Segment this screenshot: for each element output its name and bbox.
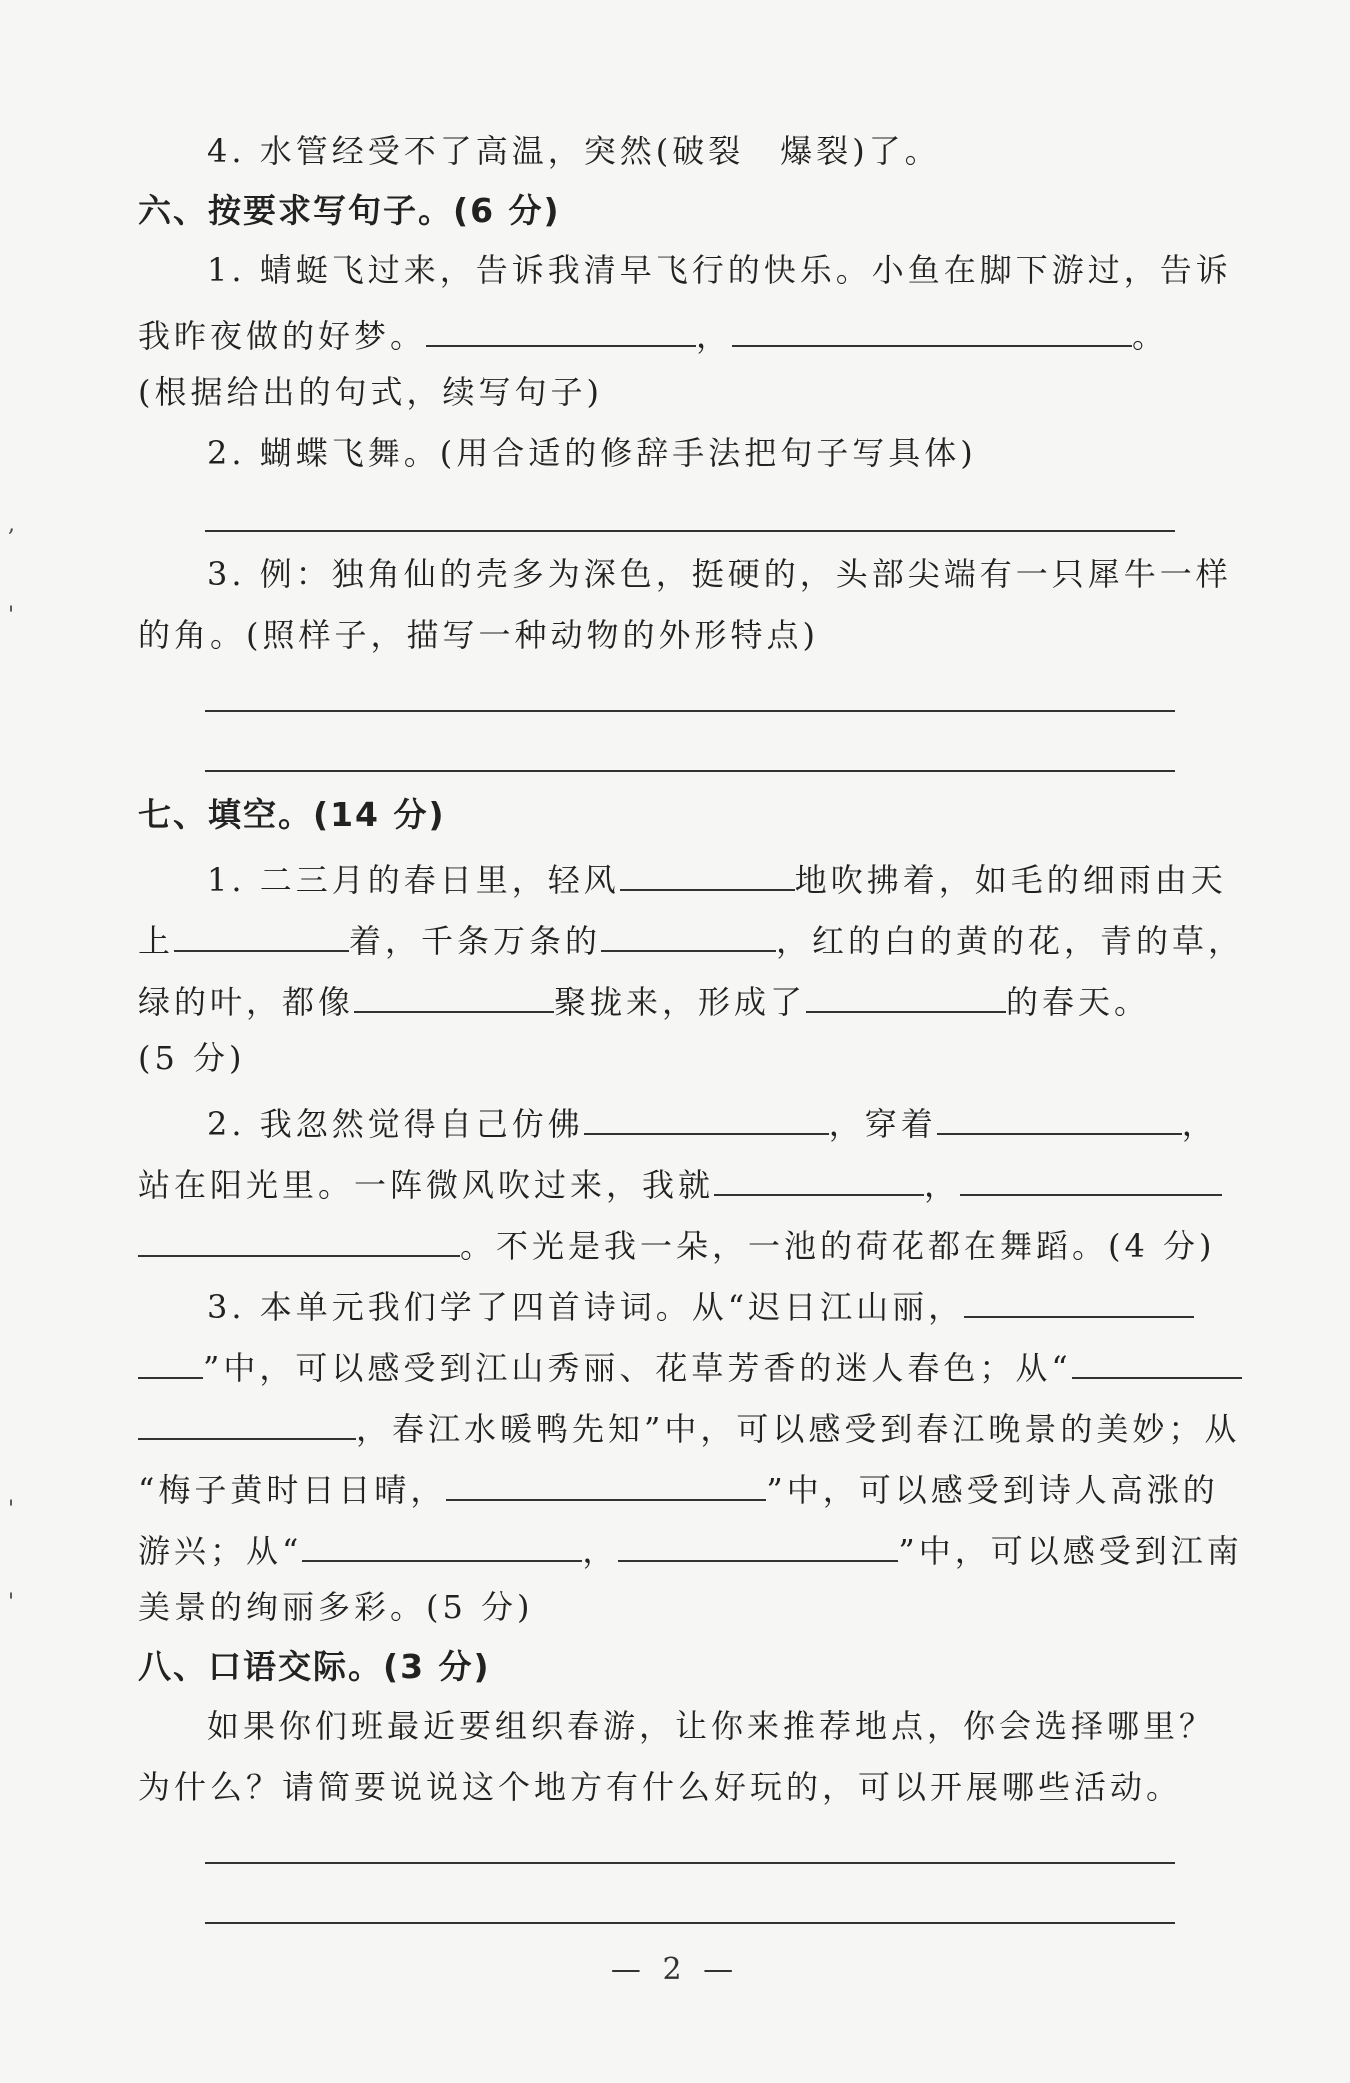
answer-blank[interactable]	[960, 1164, 1222, 1196]
scan-mark: '	[8, 1497, 15, 1522]
answer-blank[interactable]	[446, 1469, 766, 1501]
answer-blank[interactable]	[806, 981, 1006, 1013]
text: ”中，可以感受到江山秀丽、花草芳香的迷人春色；从“	[203, 1349, 1072, 1387]
text: 3. 本单元我们学了四首诗词。从“迟日江山丽，	[207, 1288, 965, 1326]
text: 。不光是我一朵，一池的荷花都在舞蹈。(4 分)	[460, 1227, 1216, 1265]
scan-mark: ,	[8, 512, 15, 537]
section-6-title: 六、按要求写句子。(6 分)	[138, 191, 561, 230]
text: “梅子黄时日日晴，	[138, 1471, 447, 1509]
q7-item-3-line-5	[138, 1530, 1243, 1570]
text: ，	[582, 1532, 619, 1570]
q7-item-3-line-2	[138, 1347, 1242, 1387]
page-number: — 2 —	[610, 1952, 740, 1987]
q7-item-1-score: (5 分)	[138, 1039, 246, 1077]
text: 聚拢来，形成了	[554, 983, 807, 1021]
text: 站在阳光里。一阵微风吹过来，我就	[138, 1166, 715, 1204]
text: 绿的叶，都像	[138, 983, 355, 1021]
answer-blank[interactable]	[618, 1530, 898, 1562]
text: ”中，可以感受到诗人高涨的	[766, 1471, 1219, 1509]
q7-item-3-line-6: 美景的绚丽多彩。(5 分)	[138, 1588, 534, 1626]
q7-item-3-line-4	[138, 1469, 1219, 1509]
scan-mark: '	[8, 603, 15, 628]
q8-prompt-line-1: 如果你们班最近要组织春游，让你来推荐地点，你会选择哪里？	[207, 1707, 1216, 1745]
q7-item-2-line-1	[207, 1103, 1218, 1143]
q6-item-1-text: 我昨夜做的好梦。	[138, 317, 427, 355]
scan-mark: '	[8, 1590, 15, 1615]
answer-blank[interactable]	[426, 315, 696, 347]
q7-item-3-line-1	[207, 1286, 1194, 1326]
text: 2. 我忽然觉得自己仿佛	[207, 1105, 584, 1143]
answer-line[interactable]	[205, 710, 1175, 712]
text: 上	[138, 922, 175, 960]
answer-blank[interactable]	[937, 1103, 1182, 1135]
q7-item-1-line-2	[138, 920, 1245, 960]
answer-blank[interactable]	[138, 1408, 356, 1440]
text: 着，千条万条的	[349, 922, 602, 960]
answer-line[interactable]	[205, 1922, 1175, 1924]
q7-item-3-line-3	[138, 1408, 1241, 1448]
answer-blank[interactable]	[964, 1286, 1194, 1318]
q6-item-3-line-2: 的角。(照样子，描写一种动物的外形特点)	[138, 616, 819, 654]
text: 1. 二三月的春日里，轻风	[207, 861, 620, 899]
q6-item-1-line-2	[138, 315, 1169, 355]
answer-blank[interactable]	[584, 1103, 829, 1135]
answer-blank[interactable]	[138, 1347, 203, 1379]
q8-prompt-line-2: 为什么？请简要说说这个地方有什么好玩的，可以开展哪些活动。	[138, 1768, 1183, 1806]
text: ，	[924, 1166, 961, 1204]
text: 的春天。	[1006, 983, 1151, 1021]
text: ，穿着	[828, 1105, 937, 1143]
period: 。	[1132, 317, 1169, 355]
comma: ，	[696, 317, 733, 355]
answer-blank[interactable]	[714, 1164, 924, 1196]
q6-item-3-line-1: 3. 例：独角仙的壳多为深色，挺硬的，头部尖端有一只犀牛一样	[207, 555, 1232, 593]
q7-item-1-line-3	[138, 981, 1151, 1021]
answer-blank[interactable]	[138, 1225, 460, 1257]
answer-line[interactable]	[205, 530, 1175, 532]
q6-item-1-line-1: 1. 蜻蜓飞过来，告诉我清早飞行的快乐。小鱼在脚下游过，告诉	[207, 251, 1232, 289]
section-8-title: 八、口语交际。(3 分)	[138, 1647, 491, 1686]
answer-blank[interactable]	[302, 1530, 582, 1562]
q7-item-2-line-2	[138, 1164, 1222, 1204]
text: 游兴；从“	[138, 1532, 303, 1570]
text: 地吹拂着，如毛的细雨由天	[794, 861, 1227, 899]
text: ，红的白的黄的花，青的草，	[776, 922, 1245, 960]
answer-blank[interactable]	[601, 920, 776, 952]
q6-item-1-hint: (根据给出的句式，续写句子)	[138, 373, 603, 411]
section-7-title: 七、填空。(14 分)	[138, 795, 446, 834]
q7-item-1-line-1	[207, 859, 1227, 899]
answer-blank[interactable]	[620, 859, 795, 891]
text: ，	[1181, 1105, 1218, 1143]
answer-line[interactable]	[205, 770, 1175, 772]
answer-blank[interactable]	[732, 315, 1132, 347]
text: ”中，可以感受到江南	[898, 1532, 1243, 1570]
q7-item-2-line-3	[138, 1225, 1216, 1265]
q6-item-2: 2. 蝴蝶飞舞。(用合适的修辞手法把句子写具体)	[207, 434, 977, 472]
text: ，春江水暖鸭先知”中，可以感受到春江晚景的美妙；从	[356, 1410, 1241, 1448]
q5-item-4: 4. 水管经受不了高温，突然(破裂 爆裂)了。	[207, 132, 941, 170]
answer-blank[interactable]	[1072, 1347, 1242, 1379]
answer-blank[interactable]	[354, 981, 554, 1013]
answer-line[interactable]	[205, 1862, 1175, 1864]
answer-blank[interactable]	[174, 920, 349, 952]
